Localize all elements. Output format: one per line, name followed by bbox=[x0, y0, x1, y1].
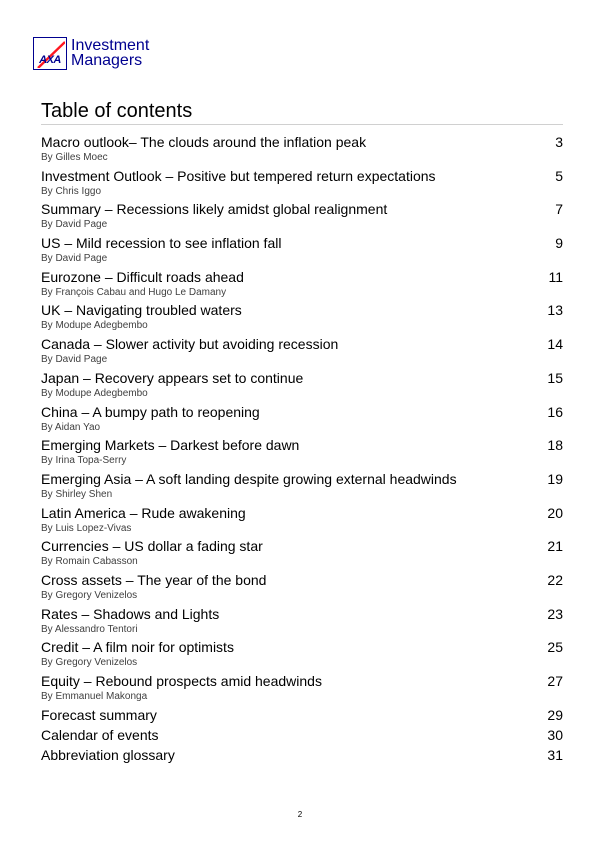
toc-entry-page-number[interactable]: 25 bbox=[547, 639, 563, 656]
toc-entry-page-number[interactable]: 21 bbox=[547, 538, 563, 555]
toc-entry-page-number[interactable]: 19 bbox=[547, 470, 563, 487]
toc-entry-page-number[interactable]: 27 bbox=[547, 673, 563, 689]
toc-entry-title[interactable]: Currencies – US dollar a fading star bbox=[41, 538, 263, 555]
toc-entry[interactable] bbox=[41, 403, 563, 437]
toc-entry-author: By Romain Cabasson bbox=[41, 556, 138, 568]
title-divider bbox=[41, 124, 563, 125]
toc-entry-author: By Emmanuel Makonga bbox=[41, 691, 148, 702]
toc-entry-row bbox=[41, 301, 563, 319]
toc-entry[interactable] bbox=[41, 133, 563, 167]
toc-entry-page-number[interactable]: 9 bbox=[555, 235, 563, 252]
toc-entry-author: By Irina Topa-Serry bbox=[41, 455, 127, 467]
toc-entry-author: By Gregory Venizelos bbox=[41, 657, 138, 669]
toc-entry[interactable] bbox=[41, 436, 563, 470]
page-number: 2 bbox=[297, 810, 303, 819]
toc-entry-title[interactable]: Emerging Markets – Darkest before dawn bbox=[41, 437, 300, 454]
toc-entry-row bbox=[41, 706, 563, 724]
toc-entry-page-number[interactable]: 5 bbox=[555, 167, 563, 184]
toc-entry-title[interactable]: Equity – Rebound prospects amid headwinds bbox=[41, 673, 322, 689]
toc-entry-row bbox=[41, 638, 563, 656]
toc-entry-page-number[interactable]: 29 bbox=[547, 706, 563, 723]
toc-entry[interactable] bbox=[41, 335, 563, 369]
toc-entry[interactable] bbox=[41, 746, 563, 766]
toc-entry-page-number[interactable]: 3 bbox=[555, 134, 563, 150]
toc-entry-page-number[interactable]: 31 bbox=[547, 746, 563, 763]
toc-entry-row bbox=[41, 504, 563, 522]
toc-entry-title[interactable]: Rates – Shadows and Lights bbox=[41, 605, 220, 622]
toc-entry-title[interactable]: US – Mild recession to see inflation fall bbox=[41, 235, 282, 252]
toc-entry-title[interactable]: Summary – Recessions likely amidst global realignment bbox=[41, 201, 388, 218]
toc-entry-row bbox=[41, 605, 563, 623]
toc-entry-page-number[interactable]: 14 bbox=[547, 336, 563, 353]
toc-entry-page-number[interactable]: 15 bbox=[547, 369, 563, 386]
toc-entry-page-number[interactable]: 18 bbox=[547, 437, 563, 454]
toc-entry-title[interactable]: Japan – Recovery appears set to continue bbox=[41, 369, 304, 386]
toc-entry[interactable] bbox=[41, 638, 563, 672]
toc-entry-author: By David Page bbox=[41, 253, 108, 265]
toc-entry-author: By Alessandro Tentori bbox=[41, 623, 138, 635]
toc-entry-author: By François Cabau and Hugo Le Damany bbox=[41, 286, 227, 298]
toc-entry-page-number[interactable]: 11 bbox=[548, 268, 563, 285]
axa-logo-letters: AXA bbox=[39, 53, 61, 66]
toc-entry-title[interactable]: Eurozone – Difficult roads ahead bbox=[41, 268, 244, 285]
toc-entry-row bbox=[41, 470, 563, 488]
logo-wordmark bbox=[71, 38, 149, 68]
toc-entry[interactable] bbox=[41, 672, 563, 706]
toc-entry-page-number[interactable]: 7 bbox=[555, 201, 563, 218]
toc-entry-author: By Gregory Venizelos bbox=[41, 589, 138, 601]
toc-entry-row bbox=[41, 746, 563, 764]
toc-entry[interactable] bbox=[41, 301, 563, 335]
toc-entry-row bbox=[41, 167, 563, 185]
toc-entry-title[interactable]: Calendar of events bbox=[41, 726, 159, 743]
toc-entry-title[interactable]: China – A bumpy path to reopening bbox=[41, 403, 260, 420]
toc-entry-title[interactable]: Forecast summary bbox=[41, 706, 157, 723]
toc-entry[interactable] bbox=[41, 571, 563, 605]
toc-entry[interactable] bbox=[41, 537, 563, 571]
toc-entry-author: By Aidan Yao bbox=[41, 421, 101, 433]
toc-entry-page-number[interactable]: 23 bbox=[547, 605, 563, 622]
toc-entry[interactable] bbox=[41, 268, 563, 302]
toc-entry[interactable] bbox=[41, 200, 563, 234]
toc-entry-row bbox=[41, 200, 563, 218]
toc-entry-page-number[interactable]: 16 bbox=[547, 403, 563, 420]
toc-entry-author: By Modupe Adegbembo bbox=[41, 320, 148, 332]
toc-entry-author: By Luis Lopez-Vivas bbox=[41, 522, 132, 534]
toc-entry-row bbox=[41, 234, 563, 252]
toc-entry[interactable] bbox=[41, 504, 563, 538]
toc-entry-row bbox=[41, 436, 563, 454]
toc-entry-row bbox=[41, 268, 563, 286]
toc-entry-title[interactable]: Macro outlook– The clouds around the inflation peak bbox=[41, 134, 367, 150]
toc-entry-page-number[interactable]: 20 bbox=[547, 504, 563, 521]
toc-entry-title[interactable]: Canada – Slower activity but avoiding recession bbox=[41, 336, 339, 353]
toc-entry[interactable] bbox=[41, 605, 563, 639]
toc-entry-author: By David Page bbox=[41, 219, 108, 231]
toc-entry[interactable] bbox=[41, 234, 563, 268]
toc-list bbox=[41, 133, 563, 766]
page-title: Table of contents bbox=[41, 100, 193, 122]
toc-entry-page-number[interactable]: 22 bbox=[547, 571, 563, 588]
logo-line-2: Managers bbox=[71, 52, 143, 69]
toc-entry-row bbox=[41, 537, 563, 555]
axa-logo bbox=[33, 35, 149, 71]
toc-entry-row bbox=[41, 403, 563, 421]
toc-entry-row bbox=[41, 335, 563, 353]
toc-entry-author: By Gilles Moec bbox=[41, 152, 108, 163]
toc-entry[interactable] bbox=[41, 167, 563, 201]
toc-entry-author: By Modupe Adegbembo bbox=[41, 387, 148, 399]
toc-entry-row bbox=[41, 133, 563, 151]
toc-entry-title[interactable]: Cross assets – The year of the bond bbox=[41, 571, 267, 588]
toc-entry-title[interactable]: Emerging Asia – A soft landing despite growing external headwinds bbox=[41, 470, 457, 487]
toc-entry-author: By David Page bbox=[41, 354, 108, 366]
toc-entry-title[interactable]: Abbreviation glossary bbox=[41, 746, 175, 763]
toc-entry-title[interactable]: Investment Outlook – Positive but tempered return expectations bbox=[41, 167, 436, 184]
toc-entry-title[interactable]: Credit – A film noir for optimists bbox=[41, 639, 234, 656]
logo-line-1: Investment bbox=[71, 37, 150, 54]
toc-entry-row bbox=[41, 571, 563, 589]
toc-entry-page-number[interactable]: 30 bbox=[547, 726, 563, 743]
toc-entry[interactable] bbox=[41, 470, 563, 504]
toc-entry[interactable] bbox=[41, 706, 563, 726]
toc-entry-title[interactable]: UK – Navigating troubled waters bbox=[41, 302, 242, 319]
toc-entry-row bbox=[41, 672, 563, 690]
toc-entry-author: By Chris Iggo bbox=[41, 185, 102, 197]
toc-entry[interactable] bbox=[41, 369, 563, 403]
toc-entry-row bbox=[41, 726, 563, 744]
axa-logo-mark bbox=[33, 37, 67, 70]
toc-entry-page-number[interactable]: 13 bbox=[547, 302, 563, 319]
toc-entry-title[interactable]: Latin America – Rude awakening bbox=[41, 504, 246, 521]
toc-entry-row bbox=[41, 369, 563, 387]
toc-entry-author: By Shirley Shen bbox=[41, 488, 113, 500]
toc-entry[interactable] bbox=[41, 726, 563, 746]
